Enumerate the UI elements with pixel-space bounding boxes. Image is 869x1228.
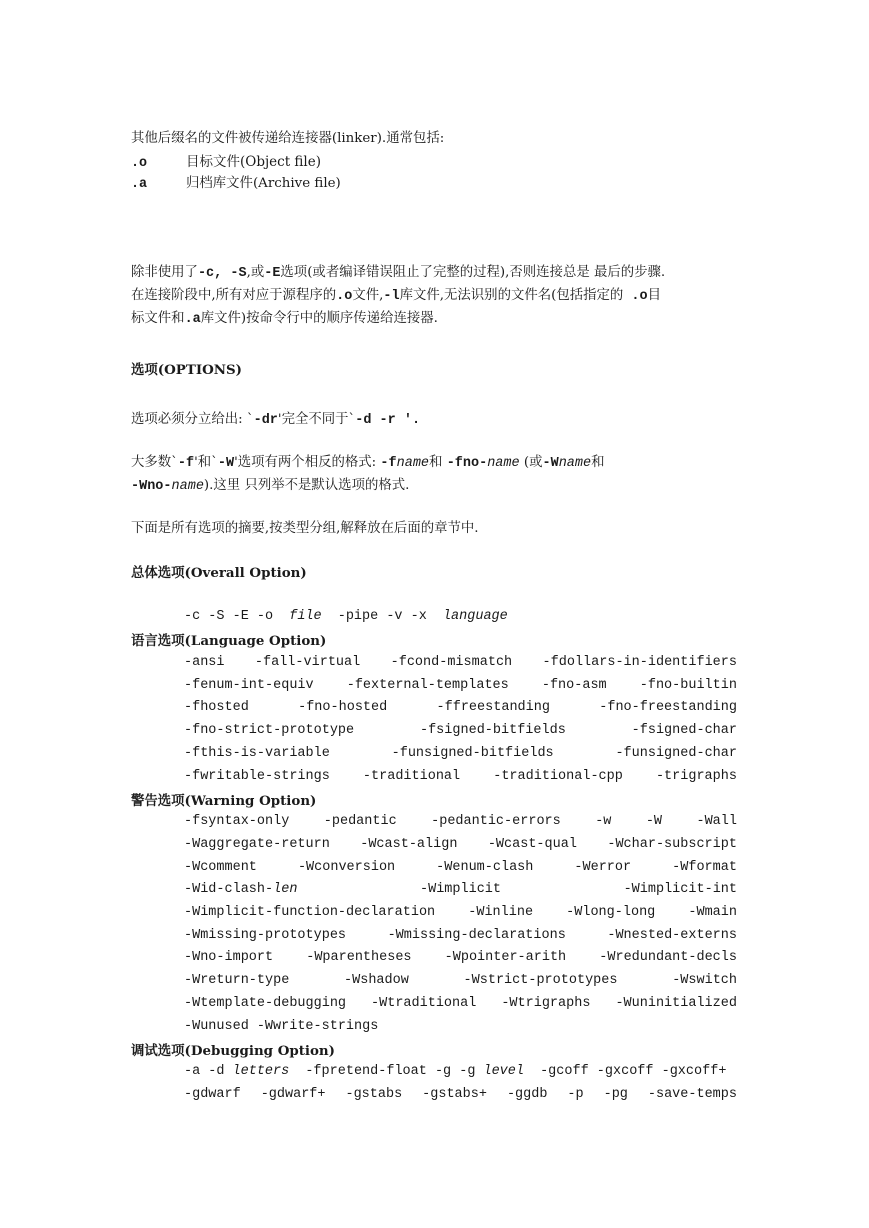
text: (或 — [519, 455, 543, 470]
intro-text: 其他后缀名的文件被传递给连接器(linker).通常包括: — [131, 131, 445, 146]
placeholder: file — [289, 609, 322, 624]
opt: -fno- — [446, 456, 488, 471]
option: -W — [645, 814, 663, 829]
option: -Wenum-clash — [436, 860, 534, 875]
option: -Wno-import — [184, 950, 274, 965]
option: -save-temps — [647, 1087, 737, 1102]
overall-options — [184, 608, 737, 626]
option: -fwritable-strings — [184, 769, 330, 784]
option: -Wtrigraphs — [501, 996, 591, 1011]
option: -Wcast-align — [360, 837, 458, 852]
option: -Wimplicit-function-declaration — [184, 905, 436, 920]
option: -Wall — [696, 814, 737, 829]
placeholder: name — [558, 456, 592, 471]
language-row — [184, 745, 737, 763]
language-row — [184, 699, 737, 717]
option: -fcond-mismatch — [390, 655, 513, 670]
language-row — [184, 677, 737, 695]
option: -Wmissing-prototypes — [184, 928, 347, 943]
option: -Wimplicit — [420, 882, 502, 897]
option: -fno-hosted — [298, 700, 388, 715]
text: 文件, — [352, 288, 384, 303]
option: -funsigned-bitfields — [391, 746, 554, 761]
ext-o-ref: .o — [623, 289, 648, 304]
option: -Wtraditional — [371, 996, 477, 1011]
ext-o-line — [131, 153, 321, 173]
para4-line1 — [131, 454, 604, 473]
option: -Wcomment — [184, 860, 257, 875]
option: -fno-asm — [541, 678, 607, 693]
option: -Wunused — [184, 1019, 249, 1034]
option: -Wstrict-prototypes — [463, 973, 618, 988]
option: -Wuninitialized — [615, 996, 737, 1011]
ext-a-line — [131, 175, 341, 194]
warning-row — [184, 904, 737, 922]
placeholder: level — [483, 1064, 524, 1079]
para2-line3 — [131, 310, 438, 329]
debugging-heading — [131, 1042, 335, 1060]
option: -gstabs — [345, 1087, 403, 1102]
option: -traditional — [362, 769, 461, 784]
option: -fsyntax-only — [184, 814, 290, 829]
ext-a-label: .a — [131, 177, 148, 192]
text: 和 — [591, 455, 605, 470]
placeholder: language — [442, 609, 508, 624]
placeholder: name — [171, 479, 204, 494]
opt: -f — [177, 456, 195, 471]
option: -Wmain — [688, 905, 737, 920]
option — [184, 881, 297, 899]
option: -Wredundant-decls — [599, 950, 737, 965]
option: -Wimplicit-int — [623, 882, 737, 897]
language-row — [184, 768, 737, 786]
text: '选项有两个相反的格式: — [234, 455, 381, 470]
warning-row — [184, 972, 737, 990]
opt-e: -E — [264, 266, 281, 281]
text: -pipe -v -x — [329, 609, 435, 624]
ext-o-desc: 目标文件(Object file) — [186, 154, 322, 170]
para2-line2 — [131, 287, 661, 306]
overall-heading — [131, 564, 307, 582]
option: -fno-freestanding — [599, 700, 737, 715]
option: -fhosted — [184, 700, 249, 715]
option: -fdollars-in-identifiers — [542, 655, 737, 670]
ext-o-label: .o — [131, 156, 148, 171]
option: -Wshadow — [344, 973, 409, 988]
warning-row — [184, 995, 737, 1013]
option: -Winline — [468, 905, 534, 920]
text: 除非使用了 — [131, 265, 198, 280]
text: 和 — [429, 455, 447, 470]
options-heading — [131, 361, 242, 379]
placeholder: name — [396, 456, 430, 471]
warning-heading — [131, 792, 316, 810]
text: -gcoff -gxcoff -gxcoff+ — [531, 1064, 727, 1079]
opt: -dr — [253, 413, 278, 428]
ext-o-ref: .o — [336, 289, 353, 304]
option: -traditional-cpp — [493, 769, 623, 784]
heading-text: 选项(OPTIONS) — [131, 362, 242, 378]
option: -gdwarf — [184, 1087, 241, 1102]
option: -fno-strict-prototype — [184, 723, 355, 738]
placeholder: letters — [232, 1064, 290, 1079]
intro-line — [131, 130, 444, 148]
warning-row — [184, 927, 737, 945]
warning-row — [184, 949, 737, 967]
para2-line1 — [131, 264, 665, 283]
text: 目 — [647, 288, 662, 303]
opt: -W — [542, 456, 559, 471]
option: -Wswitch — [672, 973, 737, 988]
option: -Wpointer-arith — [444, 950, 567, 965]
opt: -d -r — [355, 413, 396, 428]
text: 库文件)按命令行中的顺序传递给连接器. — [200, 311, 438, 326]
option: -Wformat — [672, 860, 737, 875]
option: -Wchar-subscript — [607, 837, 737, 852]
option: -Wparentheses — [306, 950, 412, 965]
option: -ansi — [184, 655, 225, 670]
text: 标文件和 — [131, 311, 185, 326]
option: -Wmissing-declarations — [387, 928, 566, 943]
option: -pedantic — [323, 814, 397, 829]
text: '和` — [194, 455, 218, 470]
warning-row — [184, 859, 737, 877]
option: -Werror — [574, 860, 632, 875]
text: 大多数` — [131, 455, 178, 470]
option: -fenum-int-equiv — [184, 678, 314, 693]
option: -ggdb — [506, 1087, 548, 1102]
text: 选项(或者编译错误阻止了完整的过程),否则连接总是 最后的步骤. — [280, 265, 666, 280]
option: -trigraphs — [655, 769, 737, 784]
option: -Wlong-long — [566, 905, 656, 920]
text: 库文件,无法识别的文件名(包括指定的 — [399, 288, 624, 303]
placeholder: name — [487, 456, 520, 471]
warning-row — [184, 813, 737, 831]
option: -Wreturn-type — [184, 973, 290, 988]
text: ,或 — [246, 265, 265, 280]
option: -fexternal-templates — [346, 678, 509, 693]
option: -fthis-is-variable — [184, 746, 330, 761]
text: '. — [395, 413, 421, 428]
debugging-row — [184, 1063, 737, 1081]
opt-c-s: -c, -S — [197, 266, 247, 281]
option: -pg — [603, 1087, 628, 1102]
option: -gdwarf+ — [260, 1087, 326, 1102]
option-text: -Wid-clash- — [184, 882, 274, 897]
option: -Wnested-externs — [607, 928, 737, 943]
option: -w — [595, 814, 612, 829]
para5 — [131, 520, 479, 538]
text: -fpretend-float -g -g — [297, 1064, 476, 1079]
language-heading — [131, 632, 326, 650]
opt-l: -l — [383, 289, 400, 304]
debugging-row — [184, 1086, 737, 1104]
text: ).这里 只列举不是默认选项的格式. — [203, 478, 410, 493]
option: -fsigned-char — [631, 723, 737, 738]
option: -Wtemplate-debugging — [184, 996, 347, 1011]
ext-a-desc: 归档库文件(Archive file) — [186, 176, 341, 191]
text: -c -S -E -o — [184, 609, 282, 624]
option: -funsigned-char — [615, 746, 737, 761]
text: 选项必须分立给出: ` — [131, 412, 254, 427]
text: 在连接阶段中,所有对应于源程序的 — [131, 288, 337, 303]
heading-text: 总体选项(Overall Option) — [131, 565, 307, 581]
option: -fno-builtin — [639, 678, 737, 693]
language-row — [184, 654, 737, 672]
option: -p — [567, 1087, 584, 1102]
option: -ffreestanding — [436, 700, 550, 715]
para3 — [131, 411, 420, 430]
opt: -W — [217, 456, 235, 471]
opt: -Wno- — [131, 479, 172, 494]
text: '完全不同于` — [277, 412, 356, 427]
warning-row — [184, 1018, 737, 1036]
option: -Wcast-qual — [487, 837, 577, 852]
option: -Wwrite-strings — [256, 1019, 379, 1034]
option: -Waggregate-return — [184, 837, 330, 852]
heading-text: 调试选项(Debugging Option) — [131, 1043, 336, 1059]
option: -pedantic-errors — [431, 814, 561, 829]
option: -fall-virtual — [254, 655, 361, 670]
heading-text: 警告选项(Warning Option) — [131, 793, 317, 809]
opt: -f — [380, 456, 397, 471]
option: -Wconversion — [297, 860, 396, 875]
placeholder: len — [273, 882, 298, 897]
language-row — [184, 722, 737, 740]
heading-text: 语言选项(Language Option) — [131, 633, 327, 649]
warning-row — [184, 836, 737, 854]
ext-a-ref: .a — [184, 312, 201, 327]
text: -a -d — [184, 1064, 225, 1079]
option: -gstabs+ — [422, 1087, 487, 1102]
option: -fsigned-bitfields — [419, 723, 566, 738]
para4-line2 — [131, 477, 409, 496]
text: 下面是所有选项的摘要,按类型分组,解释放在后面的章节中. — [131, 521, 479, 536]
warning-row — [184, 881, 737, 899]
